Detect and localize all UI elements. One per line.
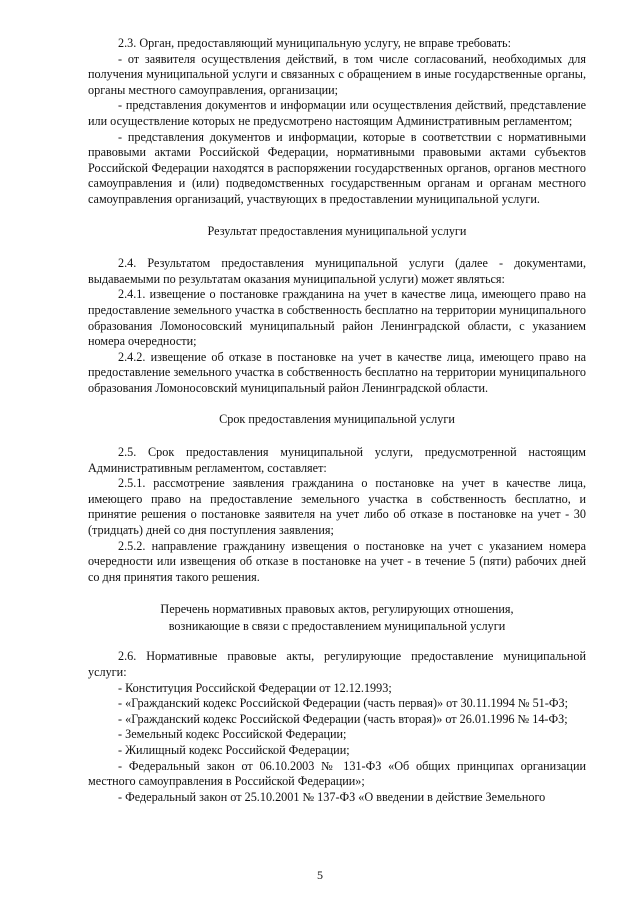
list-item: - Конституция Российской Федерации от 12.12.1993;: [118, 680, 392, 695]
list-item: - от заявителя осуществления действий, в том числе согласований, необходимых для получения муниципальной услуги и связанных с обращением в иные государственные органы, органы местного самоуправления, организации;: [88, 51, 586, 97]
list-item: - представления документов и информации, которые в соответствии с нормативными правовыми актами Российской Федерации, нормативными правовыми актами субъектов Российской Федерации находятся в распоряжении государственных органов, органов местного самоуправления и (или) подведомственных государственным органам и органам местного самоуправления организаций, участвующих в предоставлении муниципальной услуги.: [88, 129, 586, 206]
list-item: - представления документов и информации или осуществления действий, представление или осуществление которых не предусмотрено настоящим Административным регламентом;: [88, 98, 586, 128]
section-2-4-intro: 2.4. Результатом предоставления муниципальной услуги (далее - документами, выдаваемыми по результатам оказания муниципальной услуги) может являться:: [88, 256, 586, 286]
section-2-3-intro: 2.3. Орган, предоставляющий муниципальную услугу, не вправе требовать:: [118, 36, 511, 50]
document-page: [88, 36, 586, 805]
section-2-6-intro: 2.6. Нормативные правовые акты, регулирующие предоставление муниципальной услуги:: [88, 649, 586, 679]
list-item: - Жилищный кодекс Российской Федерации;: [118, 742, 350, 757]
list-item: - «Гражданский кодекс Российской Федерации (часть вторая)» от 26.01.1996 № 14-ФЗ;: [118, 711, 568, 726]
page-number: 5: [317, 868, 323, 882]
heading-line: возникающие в связи с предоставлением муниципальной услуги: [168, 619, 506, 634]
list-item: 2.5.1. рассмотрение заявления гражданина о постановке на учет в качестве лица, имеющего право на предоставление земельного участка в собственность бесплатно, и принятие решения о постановке заявителя на учет либо об отказе в постановке на учет - 30 (тридцать) дней со дня поступления заявления;: [88, 476, 586, 538]
list-item: 2.5.2. направление гражданину извещения о постановке на учет с указанием номера очередности или извещения об отказе в постановке на учет - в течение 5 (пяти) рабочих дней со дня принятия такого решения.: [88, 538, 586, 584]
section-heading-acts: [88, 601, 586, 635]
heading-line: Перечень нормативных правовых актов, регулирующих отношения,: [160, 602, 514, 617]
list-item: - Федеральный закон от 06.10.2003 № 131-ФЗ «Об общих принципах организации местного самоуправления в Российской Федерации»;: [88, 758, 586, 789]
section-heading-term: Срок предоставления муниципальной услуги: [219, 412, 455, 427]
list-item: 2.4.2. извещение об отказе в постановке на учет в качестве лица, имеющего право на предоставление земельного участка в собственность бесплатно на территории муниципального образования Ломоносовский муниципальный район Ленинградской области.: [88, 349, 586, 395]
list-item: - Федеральный закон от 25.10.2001 № 137-ФЗ «О введении в действие Земельного: [118, 789, 546, 804]
list-item: - «Гражданский кодекс Российской Федерации (часть первая)» от 30.11.1994 № 51-ФЗ;: [118, 696, 568, 711]
list-item: 2.4.1. извещение о постановке гражданина на учет в качестве лица, имеющего право на предоставление земельного участка в собственность бесплатно на территории муниципального образования Ломоносовский муниципальный район Ленинградской области, с указанием номера очередности;: [88, 287, 586, 349]
list-item: - Земельный кодекс Российской Федерации;: [118, 727, 347, 742]
section-heading-result: Результат предоставления муниципальной услуги: [207, 223, 467, 238]
section-2-5-intro: 2.5. Срок предоставления муниципальной услуги, предусмотренной настоящим Административным регламентом, составляет:: [88, 445, 586, 475]
